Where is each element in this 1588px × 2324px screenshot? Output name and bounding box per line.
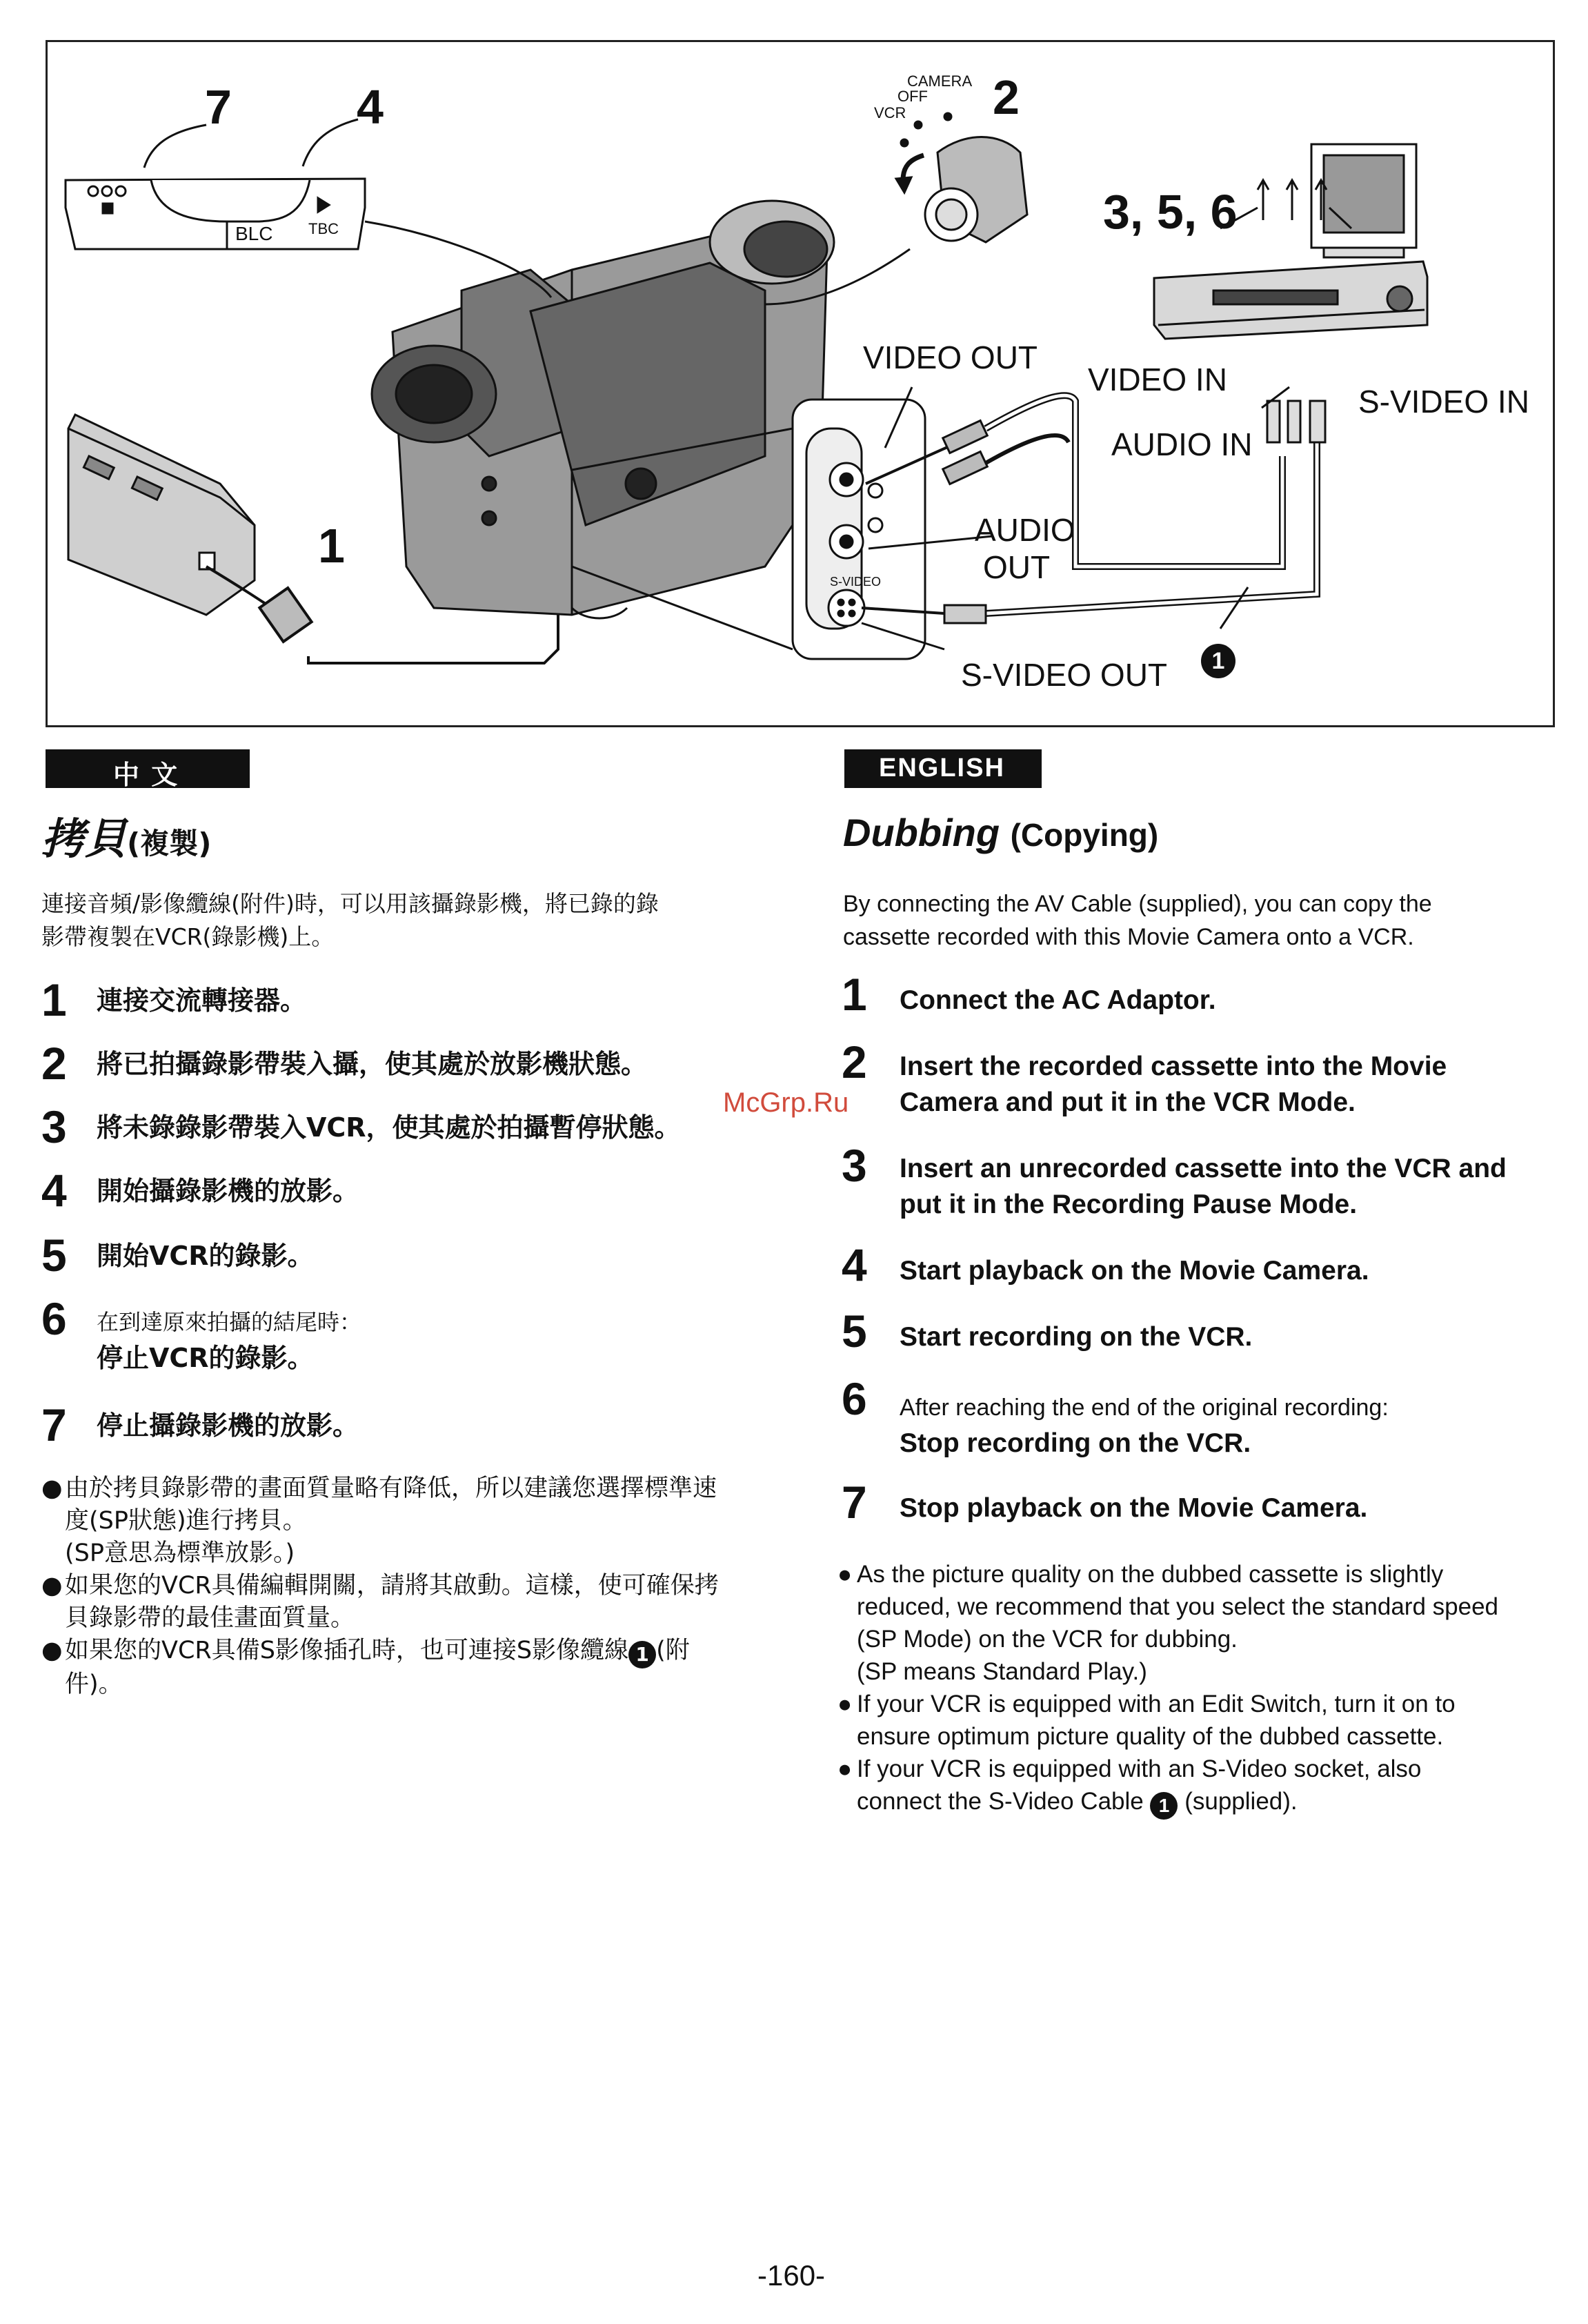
ac-adaptor-drawing (68, 415, 255, 615)
chinese-step-3-text: 將未錄錄影帶裝入VCR，使其處於拍攝暫停狀態。 (97, 1112, 681, 1143)
chinese-header-label: 中 文 (113, 760, 179, 790)
english-note-2-bullet: ● (837, 1691, 853, 1717)
chinese-note-1-line-3: (SP意思為標準放影。) (65, 1539, 295, 1567)
english-step-3-number: 3 (842, 1140, 867, 1191)
english-note-1-line-4: (SP means Standard Play.) (857, 1658, 1147, 1685)
callout-2: 2 (993, 70, 1020, 124)
chinese-note-2-line-2: 貝錄影帶的最佳畫面質量。 (65, 1604, 355, 1632)
english-step-5-number: 5 (842, 1306, 867, 1357)
chinese-step-5-number: 5 (41, 1230, 67, 1281)
english-title (843, 810, 1158, 855)
camcorder-drawing (372, 201, 834, 618)
chinese-step-7-text: 停止攝錄影機的放影。 (97, 1410, 359, 1441)
english-step-3-line-1: Insert an unrecorded cassette into the VCR and (900, 1154, 1507, 1183)
chinese-note-3-text: 如果您的VCR具備S影像插孔時，也可連接S影像纜線 (65, 1637, 629, 1664)
english-note-3-text-end: (supplied). (1184, 1788, 1298, 1815)
chinese-note-3-text-end: (附 (656, 1637, 690, 1664)
chinese-note-1-line-2: 度(SP狀態)進行拷貝。 (65, 1507, 307, 1535)
english-notes (837, 1558, 1555, 1820)
english-note-2-line-2: ensure optimum picture quality of the dubbed cassette. (857, 1723, 1444, 1750)
english-step-4-line-1: Start playback on the Movie Camera. (900, 1256, 1369, 1286)
english-intro-line-1: By connecting the AV Cable (supplied), you can copy the (843, 891, 1432, 917)
svideo-cable-marker-zh: 1 (628, 1641, 656, 1668)
english-step-6-lead: After reaching the end of the original recording: (900, 1395, 1389, 1421)
english-step-2-line-1: Insert the recorded cassette into the Movie (900, 1052, 1447, 1081)
svideo-cable-marker-en: 1 (1150, 1792, 1178, 1820)
english-note-3 (837, 1753, 1555, 1820)
chinese-intro-line-2: 影帶複製在VCR(錄影機)上。 (41, 923, 335, 950)
chinese-note-1-line-1: 由於拷貝錄影帶的畫面質量略有降低，所以建議您選擇標準速 (65, 1475, 717, 1502)
chinese-step-2-text: 將已拍攝錄影帶裝入攝，使其處於放影機狀態。 (97, 1049, 648, 1079)
english-note-1-line-3: (SP Mode) on the VCR for dubbing. (857, 1626, 1238, 1653)
english-note-1-line-1: As the picture quality on the dubbed cassette is slightly (857, 1561, 1444, 1588)
chinese-title-main: 拷貝 (41, 814, 128, 864)
chinese-step-2-number: 2 (41, 1038, 67, 1089)
chinese-note-3-bullet: ● (41, 1637, 63, 1664)
english-step-4-number: 4 (842, 1239, 867, 1290)
english-step-1-text (900, 983, 1216, 1018)
english-step-6-number: 6 (842, 1373, 867, 1424)
english-note-3-text: connect the S-Video Cable (857, 1788, 1144, 1815)
english-intro (843, 887, 1432, 954)
english-title-main: Dubbing (843, 811, 1000, 854)
panel-label-svideo: S-VIDEO (830, 575, 882, 589)
chinese-section-header (46, 749, 250, 788)
chinese-step-1-number: 1 (41, 974, 67, 1025)
english-step-2-text (900, 1049, 1447, 1121)
english-step-1-line-1: Connect the AC Adaptor. (900, 985, 1216, 1015)
english-step-6-text (900, 1390, 1389, 1461)
switch-label-vcr: VCR (874, 104, 906, 121)
english-note-1 (837, 1558, 1555, 1688)
label-audio-out-line-2: OUT (983, 549, 1051, 585)
english-step-2-number: 2 (842, 1036, 867, 1087)
english-step-6-line-1: Stop recording on the VCR. (900, 1428, 1251, 1458)
av-cable-drawing (862, 395, 1325, 623)
chinese-title-sub: (複製) (127, 827, 212, 860)
english-intro-line-2: cassette recorded with this Movie Camera onto a VCR. (843, 924, 1414, 950)
label-video-out: VIDEO OUT (863, 339, 1038, 375)
chinese-intro (41, 887, 659, 954)
cable-marker-1 (1201, 644, 1235, 678)
chinese-note-3-line-1 (65, 1635, 770, 1668)
english-note-3-bullet: ● (837, 1755, 853, 1782)
chinese-note-3 (39, 1635, 770, 1701)
chinese-intro-line-1: 連接音頻/影像纜線(附件)時，可以用該攝錄影機，將已錄的錄 (41, 890, 659, 917)
chinese-note-2-line-1: 如果您的VCR具備編輯開關，請將其啟動。這樣，使可確保拷 (65, 1572, 719, 1599)
chinese-title (41, 805, 211, 866)
english-note-3-line-1: If your VCR is equipped with an S-Video socket, also (857, 1755, 1422, 1782)
english-step-5-line-1: Start recording on the VCR. (900, 1322, 1253, 1352)
chinese-note-2-bullet: ● (41, 1572, 63, 1599)
chinese-notes (39, 1473, 770, 1701)
chinese-step-6-text (97, 1304, 361, 1376)
callout-1: 1 (318, 519, 345, 573)
english-step-7-line-1: Stop playback on the Movie Camera. (900, 1493, 1368, 1523)
panel-label-blc: BLC (235, 223, 273, 244)
english-note-3-line-2 (857, 1785, 1555, 1820)
callout-7: 7 (205, 80, 232, 134)
english-section-header (844, 749, 1042, 788)
english-step-7-text (900, 1490, 1367, 1526)
english-note-1-bullet: ● (837, 1561, 853, 1588)
chinese-step-4-number: 4 (41, 1165, 67, 1216)
label-video-in: VIDEO IN (1088, 362, 1227, 397)
label-svideo-in: S-VIDEO IN (1358, 384, 1529, 420)
chinese-step-5-text: 開始VCR的錄影。 (97, 1241, 314, 1271)
switch-label-off: OFF (897, 88, 928, 105)
chinese-step-6-lead: 在到達原來拍攝的結尾時： (97, 1309, 362, 1335)
english-header-label: ENGLISH (879, 754, 1005, 782)
page-number: -160- (757, 2259, 826, 2292)
control-panel-inset (66, 119, 551, 297)
english-step-3-line-2: put it in the Recording Pause Mode. (900, 1190, 1358, 1219)
watermark: McGrp.Ru (723, 1087, 849, 1118)
chinese-step-4-text: 開始攝錄影機的放影。 (97, 1176, 359, 1206)
english-step-1-number: 1 (842, 969, 867, 1020)
chinese-step-1-text: 連接交流轉接器。 (97, 985, 307, 1016)
english-step-2-line-2: Camera and put it in the VCR Mode. (900, 1087, 1356, 1117)
chinese-note-2 (39, 1570, 770, 1635)
label-audio-out-line-1: AUDIO (975, 512, 1075, 548)
switch-label-camera: CAMERA (907, 72, 973, 90)
tv-vcr-drawing (1154, 144, 1427, 339)
chinese-step-6-action: 停止VCR的錄影。 (97, 1343, 314, 1373)
english-title-sub: (Copying) (1010, 817, 1159, 853)
callout-4: 4 (357, 80, 384, 134)
diagram-artwork (48, 42, 1557, 729)
english-note-1-line-2: reduced, we recommend that you select the standard speed (857, 1593, 1498, 1620)
english-note-2 (837, 1688, 1555, 1753)
english-step-5-text (900, 1319, 1252, 1355)
label-audio-in: AUDIO IN (1111, 426, 1253, 462)
english-step-3-text (900, 1151, 1507, 1223)
cable-marker-badge: 1 (1201, 644, 1235, 678)
chinese-step-6-number: 6 (41, 1293, 67, 1344)
connection-diagram (46, 40, 1555, 727)
english-step-4-text (900, 1253, 1369, 1289)
english-note-2-line-1: If your VCR is equipped with an Edit Switch, turn it on to (857, 1691, 1456, 1717)
english-step-7-number: 7 (842, 1477, 867, 1528)
chinese-note-3-line-2: 件)。 (65, 1671, 123, 1698)
chinese-note-1-bullet: ● (41, 1475, 63, 1502)
chinese-step-3-number: 3 (41, 1101, 67, 1152)
label-svideo-out: S-VIDEO OUT (961, 657, 1168, 693)
chinese-note-1 (39, 1473, 770, 1570)
panel-label-tbc: TBC (308, 220, 339, 237)
chinese-step-7-number: 7 (41, 1399, 67, 1450)
callout-3-5-6: 3, 5, 6 (1103, 185, 1238, 239)
